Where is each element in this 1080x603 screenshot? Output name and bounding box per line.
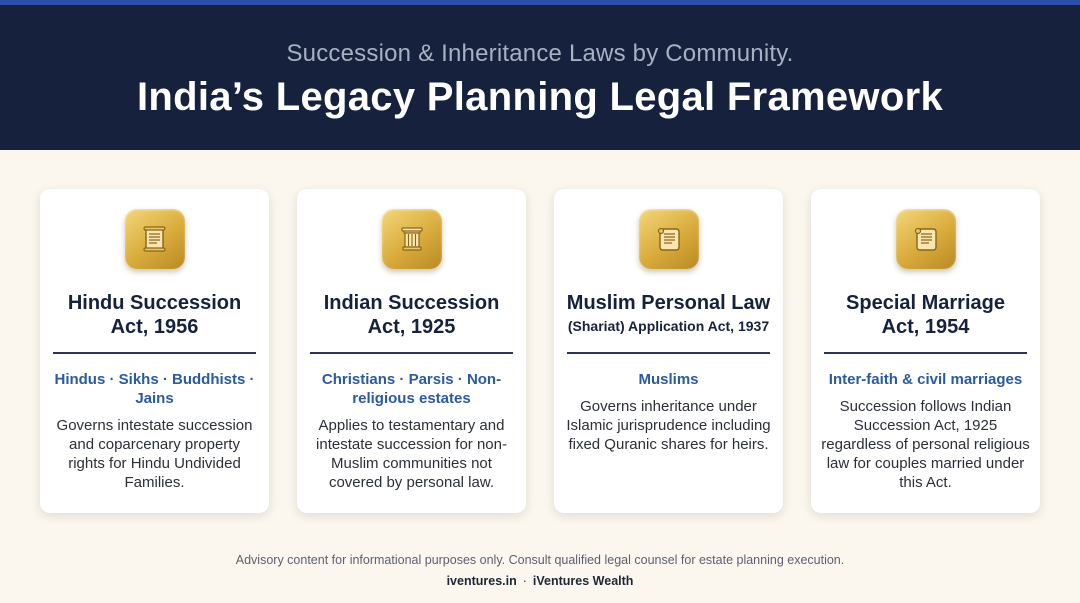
card-divider	[53, 352, 256, 354]
card-divider	[310, 352, 513, 354]
card-title-line1: Indian Succession	[323, 292, 500, 314]
disclaimer-text: Advisory content for informational purposes only. Consult qualified legal counsel for estate planning execution.	[235, 553, 845, 567]
page-title: India’s Legacy Planning Legal Framework	[137, 75, 943, 119]
card-community: Muslims	[638, 371, 699, 388]
card-title-line2: (Shariat) Application Act, 1937	[567, 318, 770, 334]
card-community: Inter-faith & civil marriages	[828, 371, 1023, 388]
card-title-line1: Special Marriage	[846, 292, 1005, 314]
footer-brand: iVentures Wealth	[532, 574, 634, 588]
card-description: Applies to testamentary and intestate succession for non-Muslim communities not covered by personal law.	[316, 417, 507, 491]
scroll-icon	[125, 209, 185, 269]
scroll-icon	[639, 209, 699, 269]
card-title-line2: Act, 1925	[367, 316, 456, 338]
card-muslim-personal-law	[554, 189, 783, 513]
page-subtitle: Succession & Inheritance Laws by Community.	[286, 40, 794, 67]
card-description: Succession follows Indian Succession Act, 1925 regardless of personal religious law for couples married under this Act.	[821, 398, 1030, 491]
card-title-line1: Hindu Succession	[67, 292, 242, 314]
card-special-marriage	[811, 189, 1040, 513]
card-title-line1: Muslim Personal Law	[566, 292, 771, 314]
page-header	[0, 5, 1080, 150]
card-description: Governs inheritance under Islamic jurisprudence including fixed Quranic shares for heirs.	[566, 398, 771, 453]
card-divider	[567, 352, 770, 354]
footer-separator: ·	[522, 574, 527, 588]
card-indian-succession	[297, 189, 526, 513]
card-community: Hindus · Sikhs · Buddhists · Jains	[54, 371, 255, 407]
card-title	[819, 291, 1032, 339]
scroll-icon	[896, 209, 956, 269]
column-icon	[382, 209, 442, 269]
card-hindu-succession	[40, 189, 269, 513]
footer-credits	[0, 574, 1080, 588]
card-title	[305, 291, 518, 339]
card-title-line2: Act, 1956	[110, 316, 199, 338]
card-divider	[824, 352, 1027, 354]
card-title-line2: Act, 1954	[881, 316, 970, 338]
card-title	[48, 291, 261, 339]
card-title	[562, 291, 775, 337]
footer-site-link[interactable]: iventures.in	[446, 574, 517, 588]
card-description: Governs intestate succession and coparcenary property rights for Hindu Undivided Families.	[56, 417, 253, 491]
card-community: Christians · Parsis · Non-religious estates	[321, 371, 502, 407]
law-cards	[0, 189, 1080, 514]
